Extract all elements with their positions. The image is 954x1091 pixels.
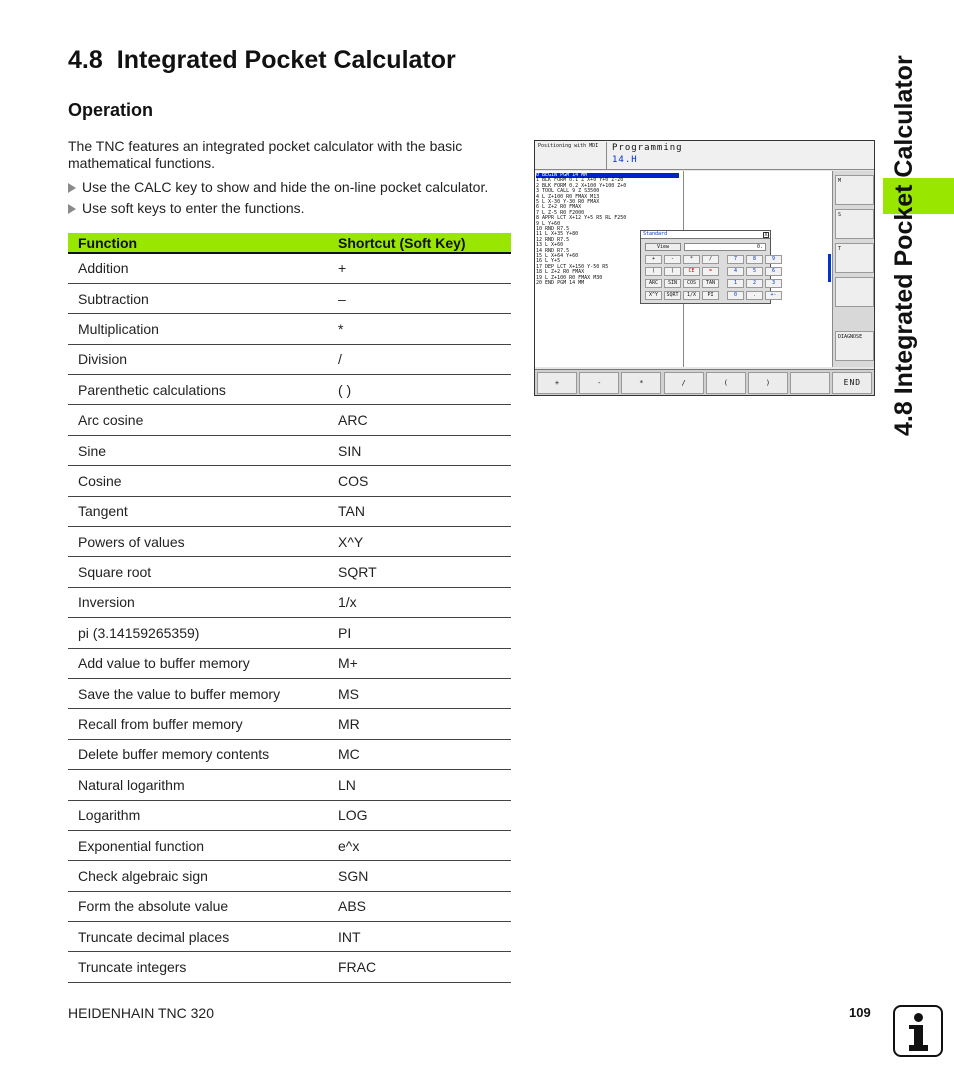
page-number: 109 [849, 1005, 871, 1020]
function-table [68, 233, 511, 983]
function-cell: Form the absolute value [68, 891, 328, 921]
bullet-soft-keys [68, 200, 305, 216]
table-row [68, 587, 511, 617]
function-cell: Division [68, 344, 328, 374]
table-row [68, 375, 511, 405]
calc-key[interactable]: SQRT [664, 291, 681, 300]
calc-key[interactable]: * [683, 255, 700, 264]
shortcut-cell: COS [328, 466, 511, 496]
softkey-t[interactable] [835, 243, 874, 273]
softkey-label: DIAGNOSE [838, 334, 863, 340]
calc-key[interactable]: + [645, 255, 662, 264]
footer-product: HEIDENHAIN TNC 320 [68, 1005, 215, 1021]
program-line[interactable]: 8 APPR LCT X+12 Y+5 R5 RL F250 [536, 215, 627, 222]
calc-key[interactable]: 9 [765, 255, 782, 264]
program-line[interactable]: 0 BEGIN PGM 14 MM [536, 173, 679, 178]
bullet-text: Use soft keys to enter the functions. [82, 200, 305, 216]
header-shortcut: Shortcut (Soft Key) [328, 233, 511, 253]
program-line[interactable]: 3 TOOL CALL 9 Z S3500 [536, 188, 600, 195]
shortcut-cell: * [328, 314, 511, 344]
page-title [68, 46, 456, 75]
shortcut-cell: SQRT [328, 557, 511, 587]
calc-key[interactable]: 2 [746, 279, 763, 288]
program-line[interactable]: 6 L Z+2 R0 FMAX [536, 204, 582, 211]
program-line[interactable]: 2 BLK FORM 0.2 X+100 Y+100 Z+0 [536, 182, 627, 189]
calc-key[interactable]: X^Y [645, 291, 662, 300]
table-row [68, 618, 511, 648]
function-cell: Square root [68, 557, 328, 587]
function-cell: Sine [68, 435, 328, 465]
softkey-m[interactable] [835, 175, 874, 205]
softkey[interactable]: + [537, 372, 577, 394]
function-cell: Recall from buffer memory [68, 709, 328, 739]
shortcut-cell: MS [328, 678, 511, 708]
table-row [68, 527, 511, 557]
function-cell: Exponential function [68, 830, 328, 860]
shortcut-cell: ARC [328, 405, 511, 435]
scroll-indicator [828, 254, 831, 282]
screen-title: Programming [612, 143, 683, 153]
calc-key[interactable]: ( [645, 267, 662, 276]
program-line[interactable]: 5 L X-30 Y-30 R0 FMAX [536, 199, 600, 205]
calc-key[interactable]: +- [765, 291, 782, 300]
table-row [68, 314, 511, 344]
function-cell: Save the value to buffer memory [68, 678, 328, 708]
table-row [68, 770, 511, 800]
function-cell: Arc cosine [68, 405, 328, 435]
function-cell: Powers of values [68, 527, 328, 557]
program-line[interactable]: 14 RND R7.5 [536, 247, 570, 254]
softkey[interactable]: ) [748, 372, 788, 394]
softkey-empty[interactable] [835, 277, 874, 307]
calc-key[interactable]: SIN [664, 279, 681, 288]
shortcut-cell: X^Y [328, 527, 511, 557]
program-line[interactable]: 12 RND R7.5 [536, 236, 570, 243]
softkey-label: M [838, 178, 842, 184]
calc-key[interactable]: 4 [727, 267, 744, 276]
table-row [68, 739, 511, 769]
program-name: 14.H [612, 155, 638, 165]
table-row [68, 800, 511, 830]
program-line[interactable]: 7 L Z-5 R0 F2000 [536, 209, 585, 216]
calc-key[interactable]: 1/X [683, 291, 700, 300]
side-title-text: 4.8 Integrated Pocket Calculator [890, 55, 918, 436]
shortcut-cell: / [328, 344, 511, 374]
table-row [68, 861, 511, 891]
shortcut-cell: PI [328, 618, 511, 648]
table-row [68, 466, 511, 496]
calc-key[interactable]: 6 [765, 267, 782, 276]
program-line[interactable]: 16 L Y+5 [536, 258, 561, 265]
operating-mode: Positioning with MDI [536, 142, 607, 169]
calc-key[interactable]: = [702, 267, 719, 276]
table-row [68, 253, 511, 283]
program-line[interactable]: 13 L X+60 [536, 242, 564, 249]
table-row [68, 830, 511, 860]
function-cell: Check algebraic sign [68, 861, 328, 891]
calc-key[interactable]: 3 [765, 279, 782, 288]
program-line[interactable]: 17 DEP LCT X+150 Y-50 R5 [536, 263, 609, 270]
function-cell: Addition [68, 253, 328, 283]
function-cell: Subtraction [68, 283, 328, 313]
table-header-row [68, 233, 511, 253]
softkey[interactable]: - [579, 372, 619, 394]
shortcut-cell: MR [328, 709, 511, 739]
bullet-calc-key [68, 179, 488, 195]
shortcut-cell: SGN [328, 861, 511, 891]
program-line[interactable]: 19 L Z+100 R0 FMAX M30 [536, 274, 603, 281]
softkey[interactable]: / [664, 372, 704, 394]
function-cell: Natural logarithm [68, 770, 328, 800]
softkey-diagnose[interactable] [835, 331, 874, 361]
side-softkey-bar [832, 171, 875, 367]
table-row [68, 952, 511, 982]
function-cell: Parenthetic calculations [68, 375, 328, 405]
tnc-screenshot [534, 140, 875, 396]
info-icon [893, 1005, 943, 1057]
calc-key[interactable]: CE [683, 267, 700, 276]
table-body [68, 253, 511, 982]
shortcut-cell: INT [328, 922, 511, 952]
shortcut-cell: 1/x [328, 587, 511, 617]
screen-header [535, 141, 875, 170]
shortcut-cell: M+ [328, 648, 511, 678]
function-cell: Inversion [68, 587, 328, 617]
close-icon[interactable]: X [764, 232, 768, 238]
program-line[interactable]: 4 L Z+100 R0 FMAX M13 [536, 193, 600, 200]
intro-paragraph: The TNC features an integrated pocket calculator with the basic mathematical functions. [68, 138, 463, 171]
table-row [68, 405, 511, 435]
calc-key[interactable]: 5 [746, 267, 763, 276]
table-row [68, 496, 511, 526]
function-cell: Truncate decimal places [68, 922, 328, 952]
shortcut-cell: ABS [328, 891, 511, 921]
bullet-arrow-icon [68, 204, 76, 214]
calc-key[interactable]: / [702, 255, 719, 264]
table-row [68, 709, 511, 739]
shortcut-cell: FRAC [328, 952, 511, 982]
program-line[interactable]: 10 RND R7.5 [536, 226, 570, 232]
shortcut-cell: ( ) [328, 375, 511, 405]
table-row [68, 648, 511, 678]
function-cell: pi (3.14159265359) [68, 618, 328, 648]
function-cell: Delete buffer memory contents [68, 739, 328, 769]
bullet-arrow-icon [68, 183, 76, 193]
table-row [68, 435, 511, 465]
title-text: Integrated Pocket Calculator [116, 46, 456, 74]
calc-key[interactable]: . [746, 291, 763, 300]
function-cell: Truncate integers [68, 952, 328, 982]
softkey[interactable] [790, 372, 830, 394]
view-button[interactable]: View [645, 243, 681, 251]
program-line[interactable]: 15 L X+64 Y+60 [536, 253, 579, 259]
section-heading: Operation [68, 100, 154, 120]
calc-key[interactable]: COS [683, 279, 700, 288]
shortcut-cell: – [328, 283, 511, 313]
shortcut-cell: MC [328, 739, 511, 769]
softkey[interactable]: * [621, 372, 661, 394]
bullet-text: Use the CALC key to show and hide the on-line pocket calculator. [82, 179, 489, 195]
section-number: 4.8 [68, 46, 103, 74]
function-cell: Tangent [68, 496, 328, 526]
header-function: Function [68, 233, 328, 253]
calculator-title: Standard [641, 231, 770, 239]
table-row [68, 283, 511, 313]
function-cell: Logarithm [68, 800, 328, 830]
table-row [68, 678, 511, 708]
table-row [68, 344, 511, 374]
softkey[interactable]: END [832, 372, 872, 394]
program-line[interactable]: 1 BLK FORM 0.1 Z X+0 Y+0 Z-20 [536, 177, 624, 184]
program-line[interactable]: 11 L X+35 Y+80 [536, 231, 579, 238]
table-row [68, 922, 511, 952]
function-cell: Add value to buffer memory [68, 648, 328, 678]
calc-key[interactable]: 0 [727, 291, 744, 300]
program-line[interactable]: 18 L Z+2 R0 FMAX [536, 269, 585, 276]
shortcut-cell: e^x [328, 830, 511, 860]
shortcut-cell: LOG [328, 800, 511, 830]
calc-key[interactable]: 1 [727, 279, 744, 288]
calc-key[interactable]: PI [702, 291, 719, 300]
softkey-row [535, 369, 875, 396]
program-line[interactable]: 9 L Y+60 [536, 220, 561, 227]
table-row [68, 891, 511, 921]
shortcut-cell: SIN [328, 435, 511, 465]
calc-key[interactable]: ) [664, 267, 681, 276]
shortcut-cell: LN [328, 770, 511, 800]
calculator-display: 0. [684, 243, 766, 251]
program-line[interactable]: 20 END PGM 14 MM [536, 280, 585, 286]
calc-key[interactable]: TAN [702, 279, 719, 288]
pocket-calculator [640, 230, 777, 304]
calc-key[interactable]: 7 [727, 255, 744, 264]
calc-key[interactable]: ARC [645, 279, 662, 288]
table-row [68, 557, 511, 587]
softkey-label: T [838, 246, 842, 252]
calc-key[interactable]: 8 [746, 255, 763, 264]
calc-key[interactable]: - [664, 255, 681, 264]
softkey-label: S [838, 212, 842, 218]
softkey[interactable]: ( [706, 372, 746, 394]
shortcut-cell: + [328, 253, 511, 283]
function-cell: Cosine [68, 466, 328, 496]
shortcut-cell: TAN [328, 496, 511, 526]
function-cell: Multiplication [68, 314, 328, 344]
softkey-s[interactable] [835, 209, 874, 239]
